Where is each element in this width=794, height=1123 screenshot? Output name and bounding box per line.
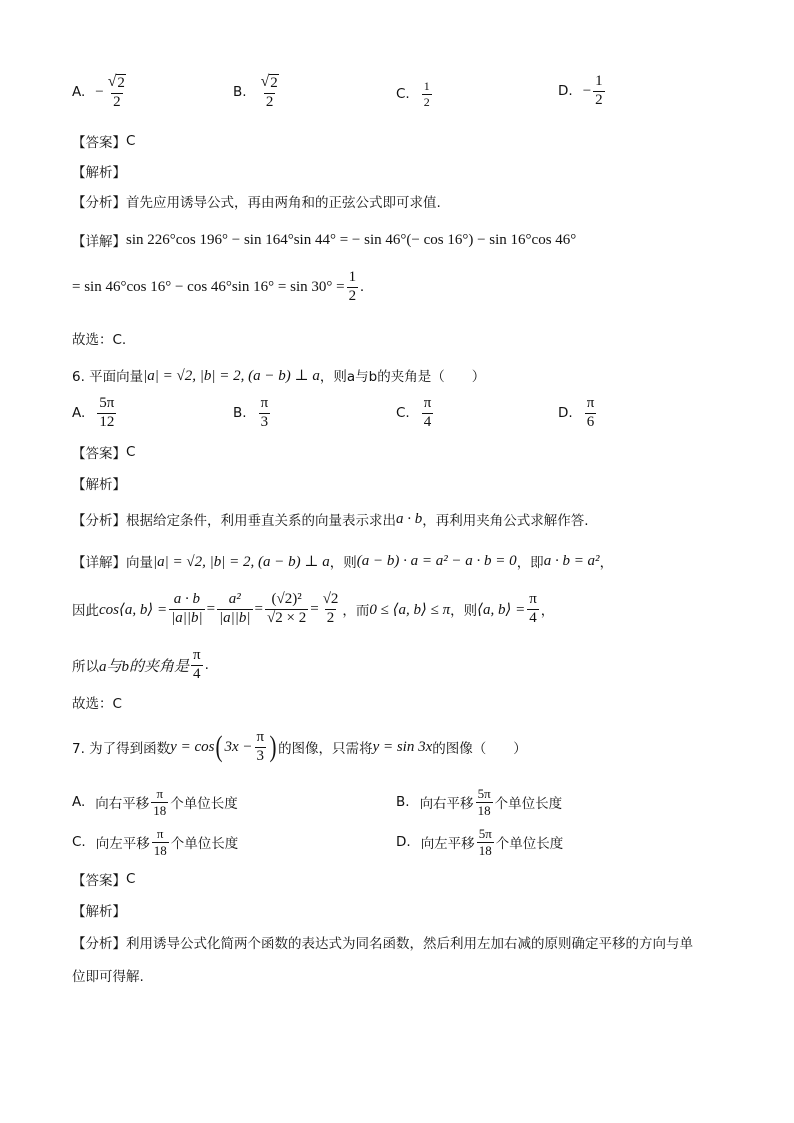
- fraction: √ 2 2: [260, 73, 278, 110]
- q7-stem: [72, 730, 527, 765]
- detail-formula: sin 226°cos 196° − sin 164°sin 44° = − sin 46°(− cos 16°) − sin 16°cos 46°: [126, 231, 577, 248]
- denominator: 6: [586, 413, 595, 430]
- q6-option-b: [233, 396, 272, 431]
- numerator: π: [529, 591, 537, 607]
- denominator: 4: [423, 413, 432, 430]
- option-text: 个单位长度: [170, 836, 239, 853]
- xiangjie-tag: 【详解】: [72, 234, 126, 250]
- q5-option-a: [72, 74, 130, 110]
- numerator: 1: [423, 79, 430, 93]
- fraction: √ 2 2: [107, 73, 125, 110]
- fraction: [527, 592, 539, 627]
- numerator: 5π: [99, 395, 115, 411]
- denominator: 2: [595, 91, 603, 108]
- option-label: D.: [558, 405, 573, 422]
- option-text: 向左平移: [95, 836, 150, 853]
- q6-detail-line1: [72, 551, 613, 571]
- denominator: |a||b|: [219, 609, 251, 626]
- q6-analysis-tag: [72, 473, 126, 493]
- fenxi-tag: 【分析】: [72, 936, 126, 952]
- detail-formula: ⟨a, b⟩ =: [477, 601, 526, 618]
- question-text: 的图像，只需将: [278, 741, 373, 758]
- choose-text: 故选：C: [72, 696, 122, 712]
- option-label: C.: [72, 834, 86, 851]
- function-formula: 3x −: [224, 738, 253, 755]
- detail-text: 因此: [72, 603, 99, 620]
- fenxi-text: 位即可得解.: [72, 969, 144, 985]
- fenxi-tag: 【分析】: [72, 195, 126, 211]
- denominator: 18: [478, 842, 492, 858]
- numerator: 5π: [478, 826, 492, 841]
- denominator: √2 × 2: [267, 609, 307, 626]
- condition-formula: |a| = √2, |b| = 2, (a − b) ⊥ a: [143, 367, 320, 384]
- fraction: [217, 592, 253, 627]
- option-text: 个单位长度: [494, 796, 563, 813]
- function-formula: y = sin 3x: [372, 738, 433, 755]
- fraction: [477, 827, 494, 857]
- detail-text: ，即: [516, 555, 544, 571]
- option-text: 向右平移: [419, 796, 474, 813]
- detail-formula: a · b = a²: [543, 552, 600, 569]
- option-text: 个单位长度: [170, 796, 238, 813]
- minus-sign: −: [95, 83, 104, 100]
- right-paren: ): [269, 730, 277, 764]
- detail-text: ，则: [329, 555, 357, 571]
- fraction: [347, 270, 359, 305]
- numerator: π: [156, 786, 164, 801]
- answer-value: C: [126, 871, 136, 887]
- detail-text: ，则: [450, 603, 478, 620]
- q5-answer: [72, 131, 135, 151]
- detail-text: 向量: [126, 555, 153, 571]
- function-formula: y = cos: [170, 738, 215, 755]
- q5-option-d: [558, 74, 607, 109]
- q7-answer: [72, 869, 135, 889]
- denominator: |a||b|: [171, 609, 203, 626]
- fenxi-text: 首先应用诱导公式，再由两角和的正弦公式即可求值.: [126, 195, 441, 211]
- fraction: [476, 787, 493, 817]
- numerator: 5π: [477, 786, 491, 801]
- option-label: A.: [72, 794, 86, 811]
- numerator: a · b: [173, 591, 200, 607]
- fraction: [254, 730, 266, 765]
- fenxi-text: 根据给定条件，利用垂直关系的向量表示求出: [126, 513, 396, 529]
- equals: =: [310, 600, 319, 617]
- answer-tag: 【答案】: [72, 135, 126, 151]
- denominator: 2: [113, 93, 121, 110]
- numerator: 1: [348, 269, 357, 285]
- answer-tag: 【答案】: [72, 873, 126, 889]
- q7-option-b: [396, 787, 562, 817]
- option-label: A.: [72, 84, 86, 101]
- denominator: 2: [265, 93, 274, 110]
- q6-option-a: [72, 396, 118, 431]
- q5-choose: [72, 328, 126, 348]
- q5-detail-line1: [72, 230, 576, 250]
- q5-option-c: [396, 80, 434, 108]
- equals: =: [206, 600, 216, 617]
- xiangjie-tag: 【详解】: [72, 555, 126, 571]
- fraction: [585, 396, 597, 431]
- answer-value: C: [126, 133, 136, 149]
- numerator: π: [423, 395, 432, 411]
- denominator: 3: [260, 413, 269, 430]
- option-text: 个单位长度: [495, 836, 564, 853]
- detail-formula: 0 ≤ ⟨a, b⟩ ≤ π: [369, 601, 451, 618]
- q5-analysis-tag: [72, 161, 126, 181]
- detail-formula: = sin 46°cos 16° − cos 46°sin 16° = sin 30° =: [72, 278, 345, 295]
- left-paren: (: [215, 730, 223, 764]
- radicand: 2: [270, 75, 278, 91]
- detail-formula: cos⟨a, b⟩ =: [99, 601, 168, 618]
- q7-analysis-tag: [72, 900, 126, 920]
- period: .: [204, 657, 209, 674]
- option-label: B.: [396, 794, 410, 811]
- analysis-tag: 【解析】: [72, 165, 126, 181]
- option-label: B.: [233, 405, 247, 422]
- denominator: 12: [99, 413, 115, 430]
- denominator: 18: [153, 842, 167, 858]
- option-label: D.: [558, 83, 573, 100]
- fraction: [593, 74, 605, 109]
- detail-text: 所以: [72, 659, 99, 676]
- equals: =: [254, 600, 264, 617]
- q6-answer: [72, 442, 135, 462]
- question-number: 6. 平面向量: [72, 369, 144, 385]
- radicand: 2: [117, 75, 125, 91]
- numerator: π: [260, 395, 269, 411]
- numerator: π: [256, 729, 265, 745]
- fraction: [151, 787, 168, 817]
- detail-text: ，: [599, 555, 614, 571]
- denominator: 2: [348, 287, 357, 304]
- fraction: [152, 827, 169, 857]
- option-text: 向右平移: [95, 796, 150, 813]
- analysis-tag: 【解析】: [72, 477, 126, 493]
- option-label: A.: [72, 405, 86, 422]
- q7-option-a: [72, 787, 238, 817]
- fenxi-text: ，再利用夹角公式求解作答.: [422, 513, 589, 529]
- denominator: 4: [193, 665, 201, 682]
- numerator: a²: [228, 591, 241, 607]
- minus-sign: −: [582, 82, 592, 99]
- denominator: 3: [256, 747, 265, 764]
- q6-option-c: [396, 396, 435, 431]
- choose-text: 故选：C.: [72, 332, 127, 348]
- fenxi-tag: 【分析】: [72, 513, 126, 529]
- fenxi-text: 利用诱导公式化简两个函数的表达式为同名函数，然后利用左加右减的原则确定平移的方向与单: [126, 936, 693, 952]
- dot-product: a · b: [396, 510, 423, 527]
- denominator: 2: [326, 609, 335, 626]
- q6-option-d: [558, 396, 598, 431]
- q5-fenxi: [72, 191, 441, 211]
- option-label: D.: [396, 834, 411, 851]
- option-label: C.: [396, 86, 410, 103]
- q6-fenxi: [72, 509, 589, 529]
- numerator: π: [586, 395, 595, 411]
- fraction: [259, 396, 271, 431]
- q7-option-c: [72, 827, 238, 857]
- q5-option-b: [233, 74, 283, 110]
- q6-detail-line2: [72, 592, 554, 627]
- numerator: π: [193, 647, 201, 663]
- period: .: [360, 278, 364, 295]
- answer-tag: 【答案】: [72, 446, 126, 462]
- q6-choose: [72, 692, 122, 712]
- numerator: 1: [595, 73, 603, 89]
- option-label: C.: [396, 405, 410, 422]
- numerator: π: [156, 826, 164, 841]
- detail-text: ，而: [342, 603, 370, 620]
- detail-formula: |a| = √2, |b| = 2, (a − b) ⊥ a: [153, 553, 330, 570]
- question-text: 的图像（ ）: [432, 741, 527, 758]
- detail-text: ，: [540, 603, 555, 620]
- fraction: [191, 648, 203, 683]
- detail-formula: (a − b) · a = a² − a · b = 0: [356, 552, 517, 569]
- detail-text: a与b的夹角是: [99, 658, 190, 675]
- denominator: 18: [153, 802, 167, 818]
- fraction: [422, 396, 434, 431]
- q7-option-d: [396, 827, 563, 857]
- option-label: B.: [233, 84, 247, 101]
- question-text: ，则a与b的夹角是（ ）: [319, 369, 486, 385]
- q7-fenxi-line1: [72, 932, 693, 952]
- denominator: 4: [529, 609, 537, 626]
- q6-stem: [72, 365, 485, 385]
- fraction: [422, 80, 432, 108]
- q7-fenxi-line2: [72, 965, 144, 985]
- denominator: 18: [477, 802, 491, 818]
- denominator: 2: [423, 94, 430, 109]
- q5-detail-line2: [72, 270, 364, 305]
- option-text: 向左平移: [420, 836, 475, 853]
- numerator: (√2)²: [271, 591, 302, 607]
- question-text: 7. 为了得到函数: [72, 741, 171, 758]
- fraction: [169, 592, 205, 627]
- answer-value: C: [126, 444, 136, 460]
- numerator: √2: [322, 591, 339, 607]
- fraction: [97, 396, 116, 431]
- q6-detail-line3: [72, 648, 209, 683]
- analysis-tag: 【解析】: [72, 904, 126, 920]
- fraction: [265, 592, 308, 627]
- fraction: [321, 592, 341, 627]
